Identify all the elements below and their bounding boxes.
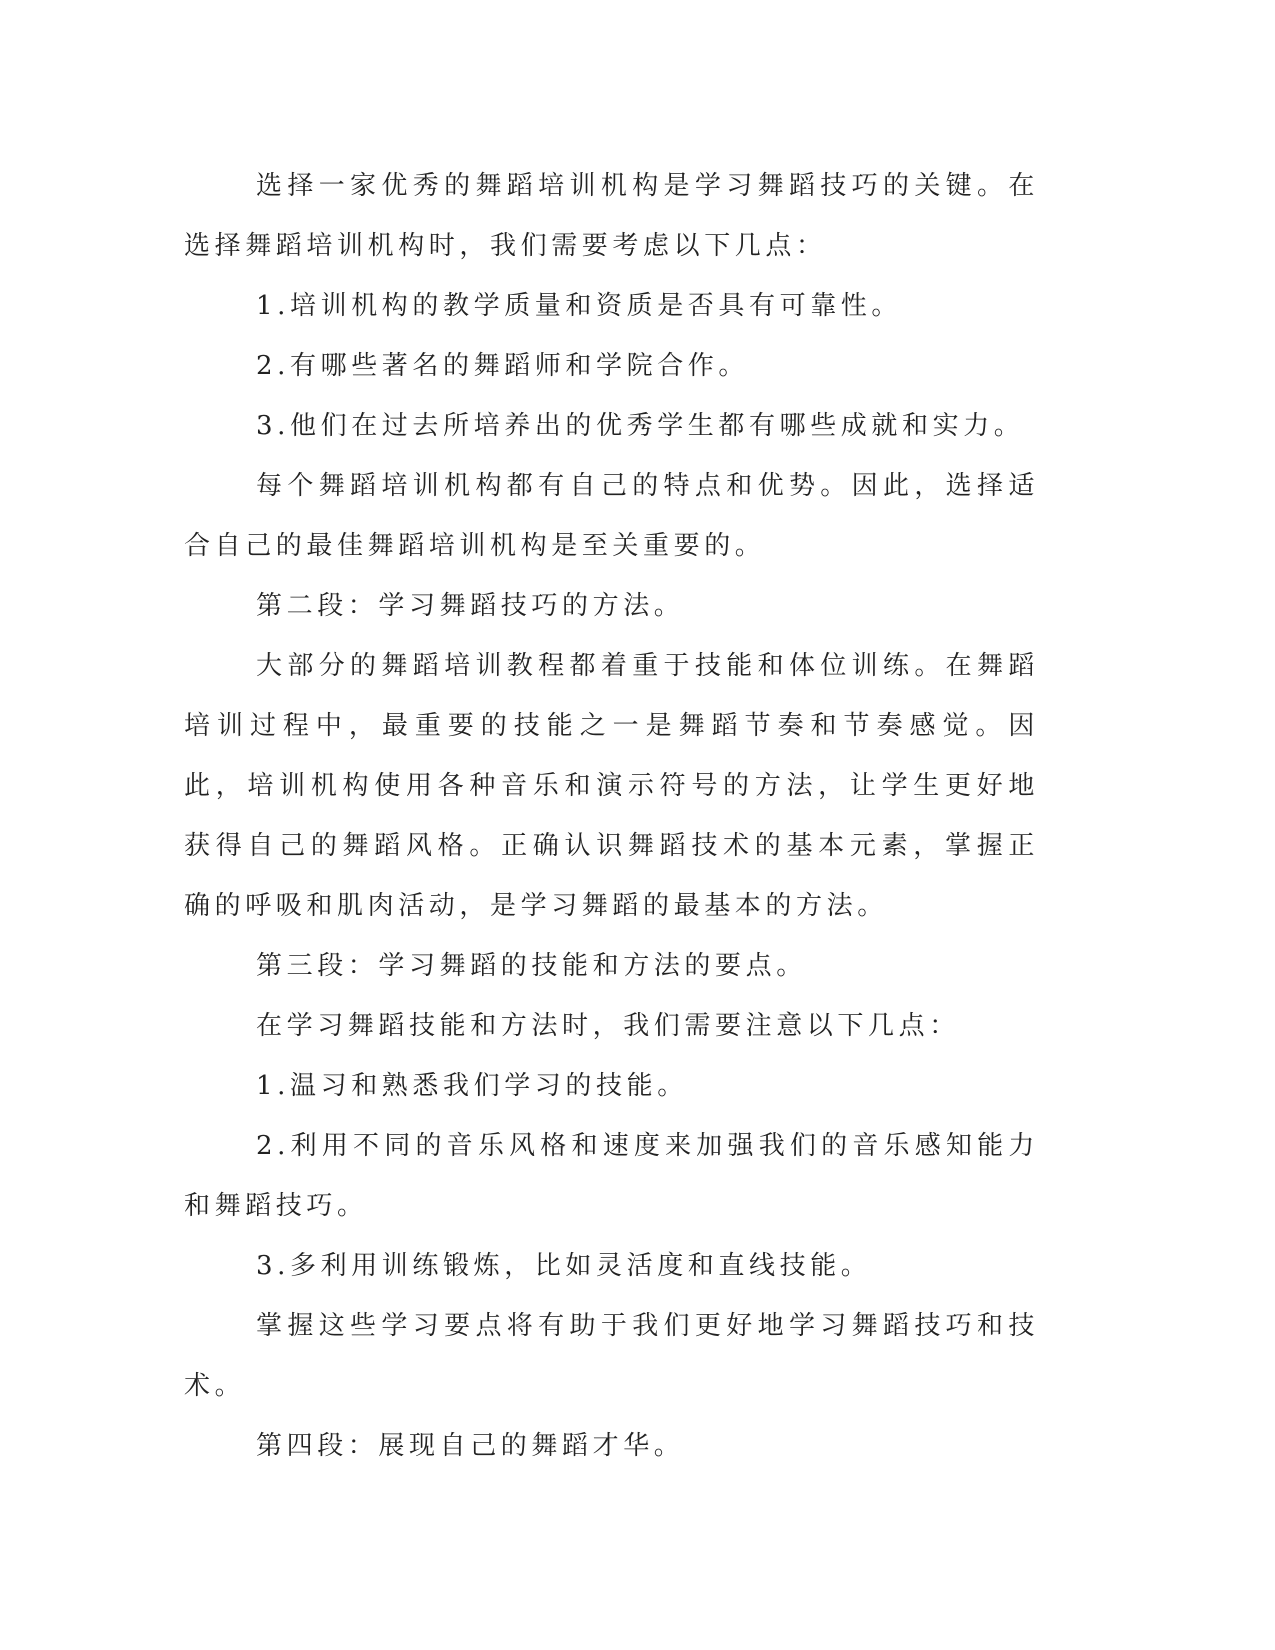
list-item-4: 1.温习和熟悉我们学习的技能。 <box>256 1071 688 1101</box>
section-heading-4: 第四段：展现自己的舞蹈才华。 <box>256 1431 685 1461</box>
list-item-5: 2.利用不同的音乐风格和速度来加强我们的音乐感知能力和舞蹈技巧。 <box>184 1131 1039 1221</box>
paragraph-intro: 选择一家优秀的舞蹈培训机构是学习舞蹈技巧的关键。在选择舞蹈培训机构时，我们需要考虑以下几点： <box>184 171 1039 261</box>
list-item-2: 2.有哪些著名的舞蹈师和学院合作。 <box>256 351 750 381</box>
paragraph-conclusion: 掌握这些学习要点将有助于我们更好地学习舞蹈技巧和技术。 <box>184 1311 1039 1401</box>
section-heading-2: 第二段：学习舞蹈技巧的方法。 <box>256 591 685 621</box>
list-item-6: 3.多利用训练锻炼，比如灵活度和直线技能。 <box>256 1251 872 1281</box>
paragraph-methods: 大部分的舞蹈培训教程都着重于技能和体位训练。在舞蹈培训过程中，最重要的技能之一是舞蹈节奏和节奏感觉。因此，培训机构使用各种音乐和演示符号的方法，让学生更好地获得自己的舞蹈风格。正确认识舞蹈技术的基本元素，掌握正确的呼吸和肌肉活动，是学习舞蹈的最基本的方法。 <box>184 651 1039 921</box>
list-item-1: 1.培训机构的教学质量和资质是否具有可靠性。 <box>256 291 903 321</box>
list-item-3: 3.他们在过去所培养出的优秀学生都有哪些成就和实力。 <box>256 411 1025 441</box>
document-body <box>184 156 1039 1476</box>
section-heading-3: 第三段：学习舞蹈的技能和方法的要点。 <box>256 951 807 981</box>
paragraph-points-intro: 在学习舞蹈技能和方法时，我们需要注意以下几点： <box>256 1011 960 1041</box>
paragraph-summary: 每个舞蹈培训机构都有自己的特点和优势。因此，选择适合自己的最佳舞蹈培训机构是至关重要的。 <box>184 471 1039 561</box>
